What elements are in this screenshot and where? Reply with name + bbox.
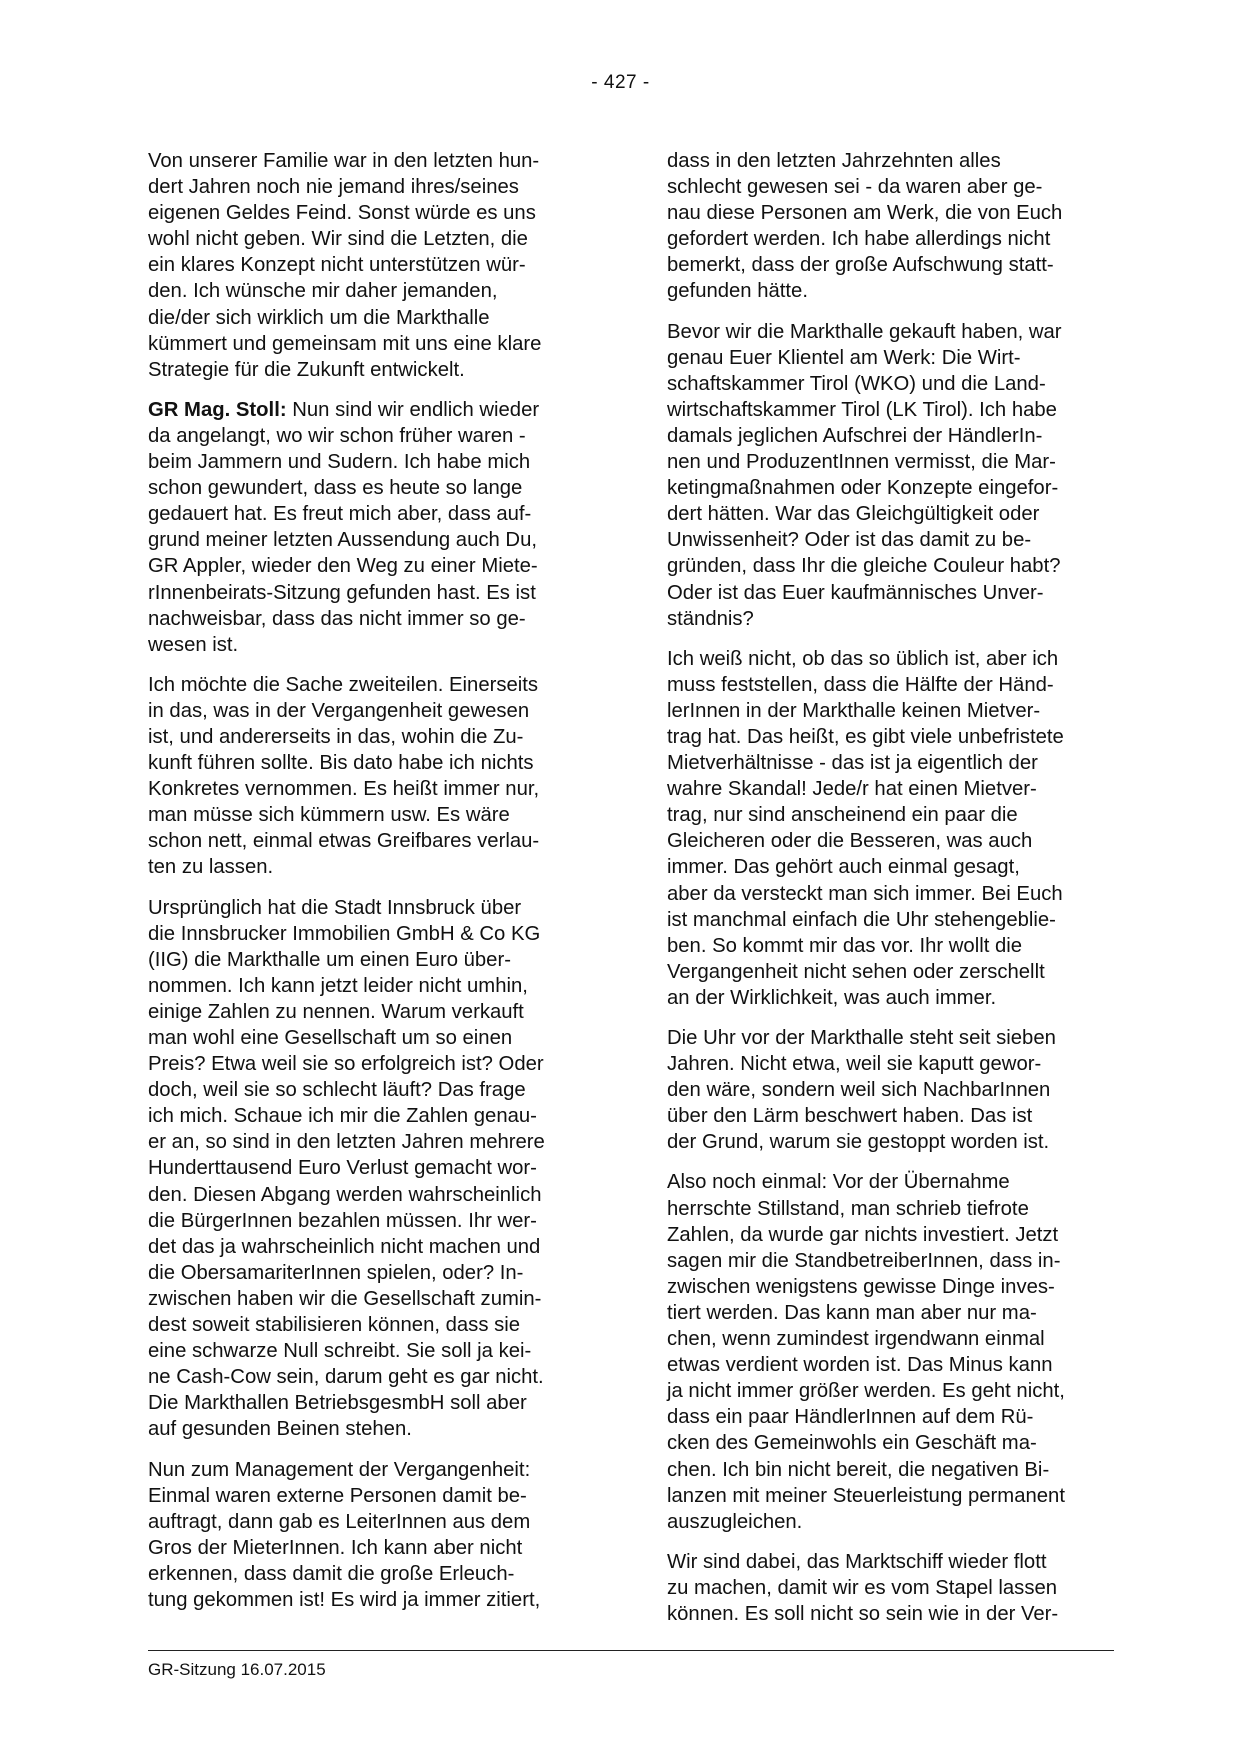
text-line: man müsse sich kümmern usw. Es wäre [148,804,510,827]
text-line: dass ein paar HändlerInnen auf dem Rü- [667,1406,1034,1429]
text-line: ja nicht immer größer werden. Es geht nicht, [667,1380,1065,1403]
text-line: GR Appler, wieder den Weg zu einer Miete- [148,555,538,578]
text-line: Mietverhältnisse - das ist ja eigentlich der [667,752,1038,775]
text-line: muss feststellen, dass die Hälfte der Händ- [667,673,1054,696]
text-line: Nun zum Management der Vergangenheit: [148,1458,531,1481]
text-line: trag hat. Das heißt, es gibt viele unbefristete [667,725,1064,748]
text-line: ein klares Konzept nicht unterstützen wür- [148,254,526,277]
text-line: den wäre, sondern weil sich NachbarInnen [667,1079,1051,1102]
text-line: Konkretes vernommen. Es heißt immer nur, [148,778,540,801]
text-line: dert Jahren noch nie jemand ihres/seines [148,176,519,199]
paragraph [667,1025,1115,1155]
paragraph [148,148,596,383]
text-line: ketingmaßnahmen oder Konzepte eingefor- [667,477,1059,500]
text-line: schon nett, einmal etwas Greifbares verlau- [148,830,540,853]
text-line: da angelangt, wo wir schon früher waren - [148,424,526,447]
text-line: wahre Skandal! Jede/r hat einen Mietver- [667,778,1037,801]
text-line: wirtschaftskammer Tirol (LK Tirol). Ich habe [667,398,1057,421]
paragraph [667,319,1115,632]
text-line: immer. Das gehört auch einmal gesagt, [667,856,1020,879]
text-line: Einmal waren externe Personen damit be- [148,1484,527,1507]
text-line: zwischen wenigstens gewisse Dinge inves- [667,1275,1055,1298]
text-line: Strategie für die Zukunft entwickelt. [148,358,465,381]
text-line: Ich möchte die Sache zweiteilen. Einerseits [148,673,539,696]
text-line: nen und ProduzentInnen vermisst, die Mar- [667,451,1056,474]
text-line: dert hätten. War das Gleichgültigkeit oder [667,503,1040,526]
paragraph [148,1457,596,1614]
text-line: gefordert werden. Ich habe allerdings nicht [667,228,1051,251]
text-line: über den Lärm beschwert haben. Das ist [667,1105,1033,1128]
text-line: nachweisbar, dass das nicht immer so ge- [148,607,526,630]
text-line: die BürgerInnen bezahlen müssen. Ihr wer- [148,1209,537,1232]
text-line: kunft führen sollte. Bis dato habe ich nichts [148,752,534,775]
text-line: auszugleichen. [667,1510,803,1533]
paragraph [667,646,1115,1011]
text-line: Gros der MieterInnen. Ich kann aber nicht [148,1536,523,1559]
text-line: eine schwarze Null schreibt. Sie soll ja kei- [148,1340,532,1363]
text-line: Ich weiß nicht, ob das so üblich ist, aber ich [667,647,1059,670]
text-line: die ObersamariterInnen spielen, oder? In- [148,1261,524,1284]
text-line: kümmert und gemeinsam mit uns eine klare [148,332,542,355]
text-line: zu machen, damit wir es vom Stapel lassen [667,1576,1058,1599]
text-line: gründen, dass Ihr die gleiche Couleur habt? [667,555,1061,578]
text-line: ne Cash-Cow sein, darum geht es gar nicht. [148,1366,544,1389]
text-line: erkennen, dass damit die große Erleuch- [148,1562,515,1585]
text-line: einige Zahlen zu nennen. Warum verkauft [148,1000,524,1023]
text-line: Unwissenheit? Oder ist das damit zu be- [667,529,1032,552]
paragraph [667,1549,1115,1627]
text-line: können. Es soll nicht so sein wie in der Ver- [667,1602,1059,1625]
text-line: Hunderttausend Euro Verlust gemacht wor- [148,1157,537,1180]
text-line: aber da versteckt man sich immer. Bei Euch [667,882,1063,905]
text-line: Wir sind dabei, das Marktschiff wieder flott [667,1550,1047,1573]
text-line: det das ja wahrscheinlich nicht machen und [148,1235,541,1258]
text-line: die/der sich wirklich um die Markthalle [148,306,490,329]
text-line: schaftskammer Tirol (WKO) und die Land- [667,372,1046,395]
text-line: Also noch einmal: Vor der Übernahme [667,1171,1010,1194]
text-line: cken des Gemeinwohls ein Geschäft ma- [667,1432,1037,1455]
text-line: gedauert hat. Es freut mich aber, dass auf- [148,503,532,526]
text-line: (IIG) die Markthalle um einen Euro über- [148,948,511,971]
text-line: dass in den letzten Jahrzehnten alles [667,150,1001,172]
text-line: dest soweit stabilisieren können, dass sie [148,1314,521,1337]
paragraph [667,148,1115,305]
text-line: lanzen mit meiner Steuerleistung permanent [667,1484,1065,1507]
text-line: Ursprünglich hat die Stadt Innsbruck über [148,896,522,919]
footer-divider [148,1650,1114,1651]
text-line: schon gewundert, dass es heute so lange [148,477,523,500]
text-line: tiert werden. Das kann man aber nur ma- [667,1301,1037,1324]
text-line: den. Ich wünsche mir daher jemanden, [148,280,498,303]
text-line: genau Euer Klientel am Werk: Die Wirt- [667,346,1021,369]
text-line: auf gesunden Beinen stehen. [148,1418,412,1441]
text-line: chen. Ich bin nicht bereit, die negativen Bi- [667,1458,1050,1481]
footer-session-date: GR-Sitzung 16.07.2015 [148,1660,326,1679]
text-line: Bevor wir die Markthalle gekauft haben, war [667,320,1062,343]
text-line: doch, weil sie so schlecht läuft? Das frage [148,1079,526,1102]
text-line: trag, nur sind anscheinend ein paar die [667,804,1018,827]
text-line: die Innsbrucker Immobilien GmbH & Co KG [148,922,541,945]
text-line: rInnenbeirats-Sitzung gefunden hast. Es ist [148,581,536,604]
text-line: beim Jammern und Sudern. Ich habe mich [148,451,531,474]
text-line: der Grund, warum sie gestoppt worden ist. [667,1131,1050,1154]
text-line: Die Markthallen BetriebsgesmbH soll aber [148,1392,527,1415]
text-line: Von unserer Familie war in den letzten hun- [148,150,540,172]
text-line: lerInnen in der Markthalle keinen Mietver- [667,699,1041,722]
text-line: chen, wenn zumindest irgendwann einmal [667,1328,1045,1351]
text-line: wohl nicht geben. Wir sind die Letzten, die [148,228,528,251]
text-line: damals jeglichen Aufschrei der HändlerIn- [667,424,1043,447]
text-line: gefunden hätte. [667,280,808,303]
speaker-text: Nun sind wir endlich wieder [286,398,540,421]
text-line: ich mich. Schaue ich mir die Zahlen genau- [148,1105,537,1128]
paragraph [148,672,596,881]
text-line: Die Uhr vor der Markthalle steht seit sieben [667,1027,1056,1049]
text-line: in das, was in der Vergangenheit gewesen [148,699,530,722]
text-line: schlecht gewesen sei - da waren aber ge- [667,176,1043,199]
text-line: Jahren. Nicht etwa, weil sie kaputt gewor- [667,1053,1042,1076]
right-column [667,148,1115,1641]
text-line: tung gekommen ist! Es wird ja immer zitiert, [148,1588,541,1611]
text-line: er an, so sind in den letzten Jahren mehrere [148,1131,545,1154]
speaker-name: GR Mag. Stoll: [148,398,287,421]
text-line: etwas verdient worden ist. Das Minus kann [667,1354,1053,1377]
text-line: eigenen Geldes Feind. Sonst würde es uns [148,202,536,225]
text-line: man wohl eine Gesellschaft um so einen [148,1027,513,1049]
text-line: Oder ist das Euer kaufmännisches Unver- [667,581,1044,604]
text-line: Zahlen, da wurde gar nichts investiert. Jetzt [667,1223,1059,1246]
paragraph [148,895,596,1443]
text-line: grund meiner letzten Aussendung auch Du, [148,529,537,552]
left-column [148,148,596,1627]
text-line: auftragt, dann gab es LeiterInnen aus dem [148,1510,531,1533]
text-line: den. Diesen Abgang werden wahrscheinlich [148,1183,542,1206]
text-line: bemerkt, dass der große Aufschwung statt- [667,254,1054,277]
text-line [148,397,596,423]
text-line: zwischen haben wir die Gesellschaft zumin- [148,1287,542,1310]
text-line: ständnis? [667,607,754,630]
text-line: wesen ist. [148,633,239,656]
text-line: ben. So kommt mir das vor. Ihr wollt die [667,934,1023,957]
text-line: Vergangenheit nicht sehen oder zerschellt [667,960,1045,983]
text-line: ten zu lassen. [148,856,274,879]
text-line: nommen. Ich kann jetzt leider nicht umhin, [148,974,528,997]
paragraph [667,1169,1115,1534]
text-line: an der Wirklichkeit, was auch immer. [667,986,997,1009]
text-line: ist, und andererseits in das, wohin die Zu- [148,725,524,748]
text-line: nau diese Personen am Werk, die von Euch [667,202,1063,225]
text-line: sagen mir die StandbetreiberInnen, dass in- [667,1249,1061,1272]
text-line: ist manchmal einfach die Uhr stehengeblie- [667,908,1056,931]
text-line: herrschte Stillstand, man schrieb tiefrote [667,1197,1029,1220]
page-number: - 427 - [591,72,650,93]
paragraph [148,397,596,658]
text-line: Preis? Etwa weil sie so erfolgreich ist? Oder [148,1053,544,1076]
text-line: Gleicheren oder die Besseren, was auch [667,830,1033,853]
